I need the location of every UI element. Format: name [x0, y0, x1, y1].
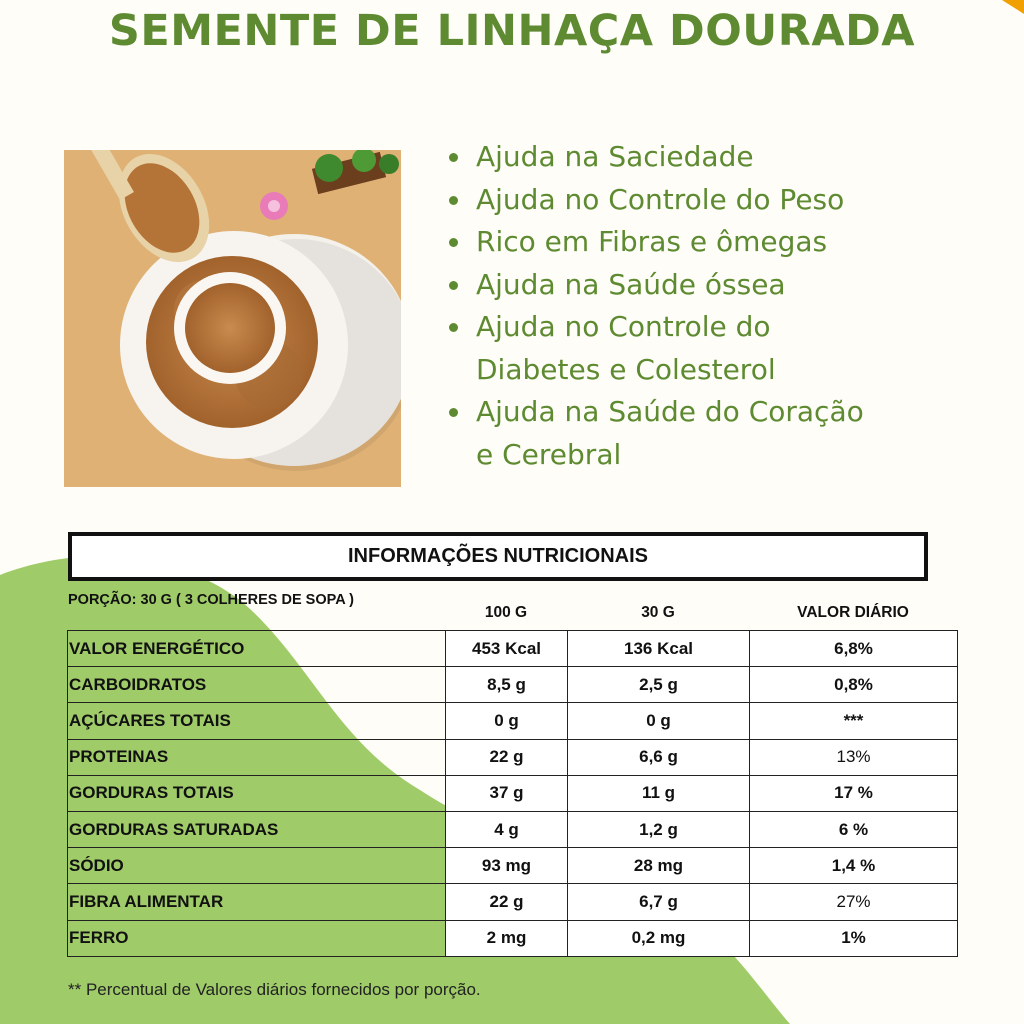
value-30g: 136 Kcal [568, 631, 750, 667]
value-30g: 0 g [568, 703, 750, 739]
value-100g: 37 g [446, 775, 568, 811]
value-30g: 1,2 g [568, 811, 750, 847]
nutrient-name: SÓDIO [68, 848, 446, 884]
value-100g: 2 mg [446, 920, 568, 956]
value-daily: 6,8% [750, 631, 958, 667]
value-30g: 28 mg [568, 848, 750, 884]
nutrition-heading: INFORMAÇÕES NUTRICIONAIS [68, 532, 928, 581]
value-30g: 0,2 mg [568, 920, 750, 956]
value-daily: *** [750, 703, 958, 739]
value-daily: 1,4 % [750, 848, 958, 884]
value-30g: 6,6 g [568, 739, 750, 775]
bullet-icon [449, 281, 458, 290]
value-daily: 27% [750, 884, 958, 920]
value-100g: 93 mg [446, 848, 568, 884]
nutrient-name: FERRO [68, 920, 446, 956]
value-100g: 4 g [446, 811, 568, 847]
value-daily: 13% [750, 739, 958, 775]
value-daily: 6 % [750, 811, 958, 847]
benefits-list [446, 136, 1006, 476]
value-100g: 0 g [446, 703, 568, 739]
page-title: SEMENTE DE LINHAÇA DOURADA [108, 6, 916, 56]
value-100g: 22 g [446, 739, 568, 775]
value-100g: 453 Kcal [446, 631, 568, 667]
value-30g: 2,5 g [568, 667, 750, 703]
portion-label: PORÇÃO: 30 G ( 3 COLHERES DE SOPA ) [68, 592, 355, 608]
footnote: ** Percentual de Valores diários fornecidos por porção. [68, 980, 481, 999]
column-header-100g: 100 G [484, 604, 528, 621]
benefit-item: Ajuda na Saúde do Coração e Cerebral [446, 391, 1006, 476]
bullet-icon [449, 196, 458, 205]
table-row [68, 811, 958, 847]
column-header-daily-value: VALOR DIÁRIO [797, 604, 909, 621]
value-daily: 1% [750, 920, 958, 956]
benefit-item: Ajuda no Controle do Peso [446, 179, 1006, 222]
table-row [68, 667, 958, 703]
bullet-icon [449, 153, 458, 162]
value-30g: 6,7 g [568, 884, 750, 920]
benefit-item: Ajuda na Saúde óssea [446, 264, 1006, 307]
column-header-30g: 30 G [641, 604, 675, 621]
value-daily: 17 % [750, 775, 958, 811]
table-row [68, 631, 958, 667]
nutrient-name: VALOR ENERGÉTICO [68, 631, 446, 667]
table-row [68, 739, 958, 775]
nutrient-name: GORDURAS SATURADAS [68, 811, 446, 847]
table-row [68, 775, 958, 811]
value-30g: 11 g [568, 775, 750, 811]
benefit-item: Ajuda na Saciedade [446, 136, 1006, 179]
value-100g: 8,5 g [446, 667, 568, 703]
benefit-item: Rico em Fibras e ômegas [446, 221, 1006, 264]
table-row [68, 703, 958, 739]
nutrition-table [67, 630, 958, 957]
bullet-icon [449, 408, 458, 417]
benefit-item: Ajuda no Controle do Diabetes e Colesterol [446, 306, 1006, 391]
nutrient-name: AÇÚCARES TOTAIS [68, 703, 446, 739]
table-row [68, 920, 958, 956]
bullet-icon [449, 238, 458, 247]
flaxseed-photo [64, 150, 401, 487]
bullet-icon [449, 323, 458, 332]
value-100g: 22 g [446, 884, 568, 920]
nutrient-name: GORDURAS TOTAIS [68, 775, 446, 811]
table-row [68, 848, 958, 884]
value-daily: 0,8% [750, 667, 958, 703]
table-row [68, 884, 958, 920]
nutrient-name: FIBRA ALIMENTAR [68, 884, 446, 920]
nutrient-name: PROTEINAS [68, 739, 446, 775]
nutrient-name: CARBOIDRATOS [68, 667, 446, 703]
